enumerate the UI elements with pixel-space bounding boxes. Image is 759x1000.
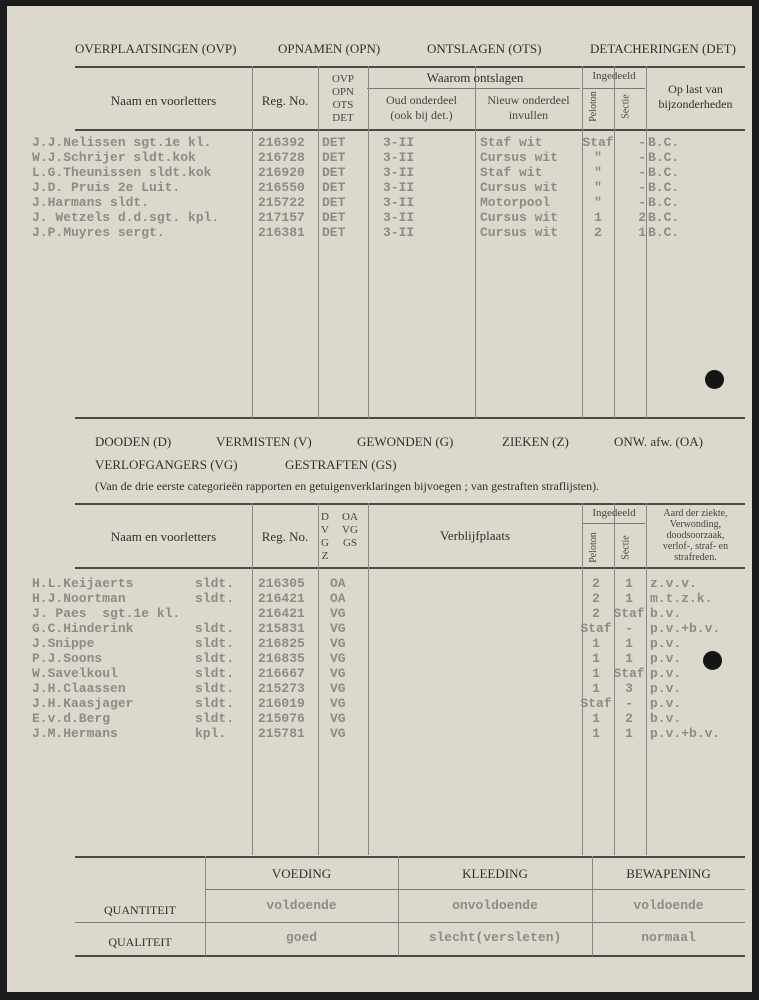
rule-line [75, 922, 745, 923]
row-sectie: Staf [613, 606, 645, 621]
rule-line [75, 129, 745, 131]
row-peloton: Staf [582, 135, 614, 150]
row-reg: 216550 [258, 180, 305, 195]
row-name: H.L.Keijaerts [32, 576, 134, 591]
row-aard: z.v.v. [650, 576, 697, 591]
row-oplast: B.C. [648, 225, 680, 240]
rule-line [367, 88, 580, 89]
row-reg: 215273 [258, 681, 305, 696]
row-aard: p.v. [650, 666, 682, 681]
row-rank: kpl. [195, 726, 227, 741]
row-peloton: Staf [580, 621, 612, 636]
row-name: P.J.Soons [32, 651, 103, 666]
row-nieuw: Staf wit [480, 165, 543, 180]
row-oud: 3-II [383, 180, 415, 195]
row-aard: p.v.+b.v. [650, 726, 721, 741]
column-header-nieuw: Nieuw onderdeel [487, 93, 570, 107]
row-reg: 216392 [258, 135, 305, 150]
row-name: J.J.Nelissen sgt.1e kl. [32, 135, 212, 150]
row-oplast: B.C. [648, 135, 680, 150]
row-sectie: - [638, 150, 646, 165]
column-header-reg: Reg. No. [261, 529, 309, 544]
rule-line [75, 66, 745, 68]
row-oud: 3-II [383, 195, 415, 210]
column-divider [582, 66, 583, 418]
category-label: ONW. afw. (OA) [614, 434, 703, 449]
category-label: DETACHERINGEN (DET) [590, 41, 736, 56]
row-type: DET [322, 210, 346, 225]
supply-row-label: QUANTITEIT [104, 903, 176, 917]
row-oud: 3-II [383, 210, 415, 225]
row-name: J.Harmans sldt. [32, 195, 150, 210]
column-header-sectie: Sectie [620, 535, 632, 560]
row-name: L.G.Theunissen sldt.kok [32, 165, 212, 180]
column-header-type: GS [342, 537, 358, 549]
column-header-oud: Oud onderdeel [386, 93, 457, 107]
row-rank: sldt. [195, 666, 235, 681]
row-reg: 216421 [258, 591, 305, 606]
column-header-waarom: Waarom ontslagen [426, 70, 524, 85]
row-sectie: - [638, 135, 646, 150]
column-header-oplast: bijzonderheden [658, 97, 733, 111]
row-reg: 216019 [258, 696, 305, 711]
row-peloton: Staf [580, 696, 612, 711]
column-header-aard: Aard der ziekte, [663, 508, 728, 519]
row-peloton: 2 [592, 606, 600, 621]
row-type: VG [330, 621, 346, 636]
column-header-oplast: Op last van [668, 82, 723, 96]
row-sectie: 1 [625, 636, 633, 651]
punch-hole [705, 370, 724, 389]
row-type: VG [330, 726, 346, 741]
column-header-type: V [321, 524, 329, 536]
column-header-reg: Reg. No. [261, 93, 309, 108]
column-header-ingedeeld: Ingedeeld [592, 507, 636, 519]
row-aard: p.v. [650, 696, 682, 711]
row-peloton: 1 [594, 210, 602, 225]
row-rank: sldt. [195, 696, 235, 711]
row-sectie: 1 [625, 591, 633, 606]
row-aard: p.v. [650, 681, 682, 696]
row-peloton: " [594, 195, 602, 210]
row-sectie: 2 [625, 711, 633, 726]
row-rank: sldt. [195, 621, 235, 636]
punch-hole [703, 651, 722, 670]
category-label: ONTSLAGEN (OTS) [427, 41, 542, 56]
row-type: VG [330, 606, 346, 621]
column-divider [318, 503, 319, 855]
column-divider [614, 66, 615, 418]
row-type: VG [330, 651, 346, 666]
row-sectie: 1 [638, 225, 646, 240]
category-label: VERMISTEN (V) [216, 434, 312, 449]
column-header-type: OVP [331, 73, 354, 85]
row-reg: 216421 [258, 606, 305, 621]
row-sectie: - [625, 621, 633, 636]
row-rank: sldt. [195, 636, 235, 651]
category-label: VERLOFGANGERS (VG) [95, 457, 238, 472]
row-oplast: B.C. [648, 195, 680, 210]
supply-value: voldoende [266, 898, 337, 913]
row-reg: 216381 [258, 225, 305, 240]
rule-line [75, 567, 745, 569]
column-header-type: G [321, 537, 329, 549]
row-peloton: 2 [592, 576, 600, 591]
row-name: J.Snippe [32, 636, 95, 651]
supply-row-label: QUALITEIT [108, 935, 172, 949]
row-nieuw: Cursus wit [480, 225, 559, 240]
column-divider [252, 503, 253, 855]
row-name: G.C.Hinderink [32, 621, 134, 636]
column-header-type: DET [332, 112, 354, 124]
row-type: DET [322, 165, 346, 180]
row-type: DET [322, 150, 346, 165]
row-name: H.J.Noortman [32, 591, 126, 606]
row-name: J. Wetzels d.d.sgt. kpl. [32, 210, 220, 225]
column-header-type: OTS [332, 99, 354, 111]
row-nieuw: Cursus wit [480, 210, 559, 225]
supply-value: goed [285, 930, 318, 945]
column-header-aard: verlof-, straf- en [662, 541, 729, 552]
row-oud: 3-II [383, 150, 415, 165]
row-peloton: 1 [592, 636, 600, 651]
row-reg: 215722 [258, 195, 305, 210]
column-header-peloton: Peloton [587, 532, 599, 563]
row-name: E.v.d.Berg [32, 711, 111, 726]
row-sectie: 3 [625, 681, 633, 696]
row-reg: 215831 [258, 621, 305, 636]
row-oplast: B.C. [648, 150, 680, 165]
supply-value: onvoldoende [452, 898, 538, 913]
category-label: GEWONDEN (G) [357, 434, 454, 449]
row-oplast: B.C. [648, 165, 680, 180]
row-aard: m.t.z.k. [650, 591, 713, 606]
column-header-type: OA [342, 511, 358, 523]
row-nieuw: Cursus wit [480, 150, 559, 165]
row-aard: p.v. [650, 651, 682, 666]
row-name: W.Savelkoul [32, 666, 118, 681]
column-header-nieuw: invullen [508, 108, 549, 122]
column-header-aard: strafreden. [674, 552, 717, 563]
category-note: (Van de drie eerste categorieën rapporten en getuigenverklaringen bijvoegen ; van gestraften straflijsten). [95, 479, 600, 493]
row-reg: 217157 [258, 210, 305, 225]
row-rank: sldt. [195, 576, 235, 591]
supply-value: slecht(versleten) [428, 930, 562, 945]
column-header-type: VG [342, 524, 358, 536]
row-peloton: 1 [592, 726, 600, 741]
row-peloton: 2 [594, 225, 602, 240]
row-name: J.H.Kaasjager [32, 696, 134, 711]
row-type: DET [322, 135, 346, 150]
row-aard: p.v. [650, 636, 682, 651]
row-type: VG [330, 696, 346, 711]
row-reg: 216667 [258, 666, 305, 681]
row-peloton: 1 [592, 666, 600, 681]
row-peloton: " [594, 150, 602, 165]
row-type: VG [330, 666, 346, 681]
row-type: OA [330, 591, 346, 606]
column-header-name: Naam en voorletters [110, 93, 217, 108]
category-label: DOODEN (D) [95, 434, 172, 449]
row-sectie: 2 [638, 210, 646, 225]
row-aard: p.v.+b.v. [650, 621, 721, 636]
row-rank: sldt. [195, 681, 235, 696]
row-peloton: 2 [592, 591, 600, 606]
row-oud: 3-II [383, 165, 415, 180]
row-nieuw: Staf wit [480, 135, 543, 150]
row-reg: 216835 [258, 651, 305, 666]
row-aard: b.v. [650, 606, 682, 621]
row-type: VG [330, 711, 346, 726]
row-peloton: " [594, 180, 602, 195]
row-name: J.H.Claassen [32, 681, 126, 696]
rule-line [75, 503, 745, 505]
supply-column-header: BEWAPENING [626, 866, 711, 881]
column-header-name: Naam en voorletters [110, 529, 217, 544]
row-reg: 216728 [258, 150, 305, 165]
row-type: DET [322, 195, 346, 210]
row-oplast: B.C. [648, 180, 680, 195]
supply-column-header: VOEDING [271, 866, 332, 881]
row-rank: sldt. [195, 651, 235, 666]
column-header-aard: Verwonding, [669, 519, 722, 530]
rule-line [205, 889, 745, 890]
row-sectie: 1 [625, 726, 633, 741]
row-aard: b.v. [650, 711, 682, 726]
column-header-aard: doodsoorzaak, [666, 530, 725, 541]
row-oud: 3-II [383, 135, 415, 150]
column-header-type: OPN [331, 86, 354, 98]
column-header-verblijf: Verblijfplaats [439, 528, 511, 543]
row-name: W.J.Schrijer sldt.kok [32, 150, 196, 165]
row-rank: sldt. [195, 711, 235, 726]
row-reg: 216305 [258, 576, 305, 591]
row-type: VG [330, 681, 346, 696]
row-peloton: 1 [592, 711, 600, 726]
row-oplast: B.C. [648, 210, 680, 225]
row-type: DET [322, 180, 346, 195]
row-name: J.P.Muyres sergt. [32, 225, 165, 240]
column-header-peloton: Peloton [587, 91, 599, 122]
row-peloton: 1 [592, 651, 600, 666]
category-label: OPNAMEN (OPN) [278, 41, 381, 56]
row-sectie: - [638, 195, 646, 210]
row-peloton: 1 [592, 681, 600, 696]
row-reg: 216920 [258, 165, 305, 180]
column-divider [646, 66, 647, 418]
row-nieuw: Motorpool [480, 195, 551, 210]
column-header-sectie: Sectie [620, 94, 632, 119]
column-header-type: Z [321, 550, 329, 562]
column-header-type: D [321, 511, 329, 523]
supply-column-header: KLEEDING [462, 866, 528, 881]
category-label: ZIEKEN (Z) [502, 434, 569, 449]
category-label: GESTRAFTEN (GS) [285, 457, 397, 472]
row-type: VG [330, 636, 346, 651]
row-reg: 215076 [258, 711, 305, 726]
row-sectie: - [625, 696, 633, 711]
row-sectie: - [638, 165, 646, 180]
row-oud: 3-II [383, 225, 415, 240]
row-rank: sldt. [195, 591, 235, 606]
category-label: OVERPLAATSINGEN (OVP) [75, 41, 237, 56]
row-sectie: 1 [625, 576, 633, 591]
row-nieuw: Cursus wit [480, 180, 559, 195]
row-reg: 216825 [258, 636, 305, 651]
column-header-ingedeeld: Ingedeeld [592, 70, 636, 82]
rule-line [75, 417, 745, 419]
row-sectie: Staf [613, 666, 645, 681]
rule-line [75, 856, 745, 858]
row-reg: 215781 [258, 726, 305, 741]
column-header-oud: (ook bij det.) [390, 108, 453, 122]
row-name: J.D. Pruis 2e Luit. [32, 180, 181, 195]
row-sectie: - [638, 180, 646, 195]
row-type: OA [330, 576, 346, 591]
row-sectie: 1 [625, 651, 633, 666]
column-divider [252, 66, 253, 418]
supply-value: voldoende [633, 898, 704, 913]
row-type: DET [322, 225, 346, 240]
row-name: J. Paes sgt.1e kl. [32, 606, 181, 621]
row-peloton: " [594, 165, 602, 180]
row-name: J.M.Hermans [32, 726, 118, 741]
supply-value: normaal [641, 930, 696, 945]
column-divider [368, 503, 369, 855]
rule-line [75, 955, 745, 957]
